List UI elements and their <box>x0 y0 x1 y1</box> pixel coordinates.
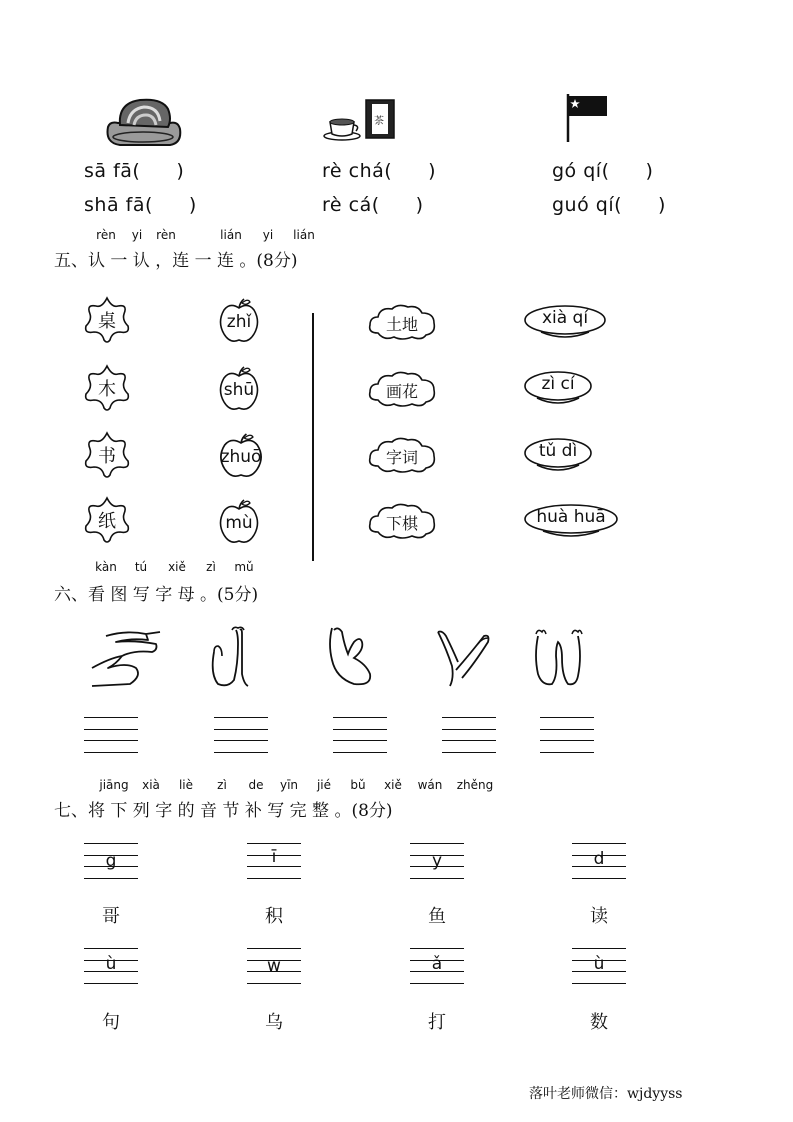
pinyin: lián <box>293 228 315 242</box>
star-card[interactable] <box>82 294 132 344</box>
choice-2-option-1 <box>322 160 436 182</box>
pinyin: tú <box>134 560 148 574</box>
character: 打 <box>428 1012 446 1033</box>
choice-2-option-2 <box>322 194 424 216</box>
given-letter: d <box>593 849 605 869</box>
q7-pinyin-row <box>0 778 793 794</box>
syllable-grid[interactable] <box>572 843 626 879</box>
choice-3-option-1 <box>552 160 653 182</box>
syllable-grid[interactable] <box>84 843 138 879</box>
syllable-grid[interactable] <box>84 948 138 984</box>
apple-card[interactable] <box>216 431 266 481</box>
pinyin: lián <box>220 228 242 242</box>
given-letter: g <box>105 851 117 871</box>
answer-grid[interactable] <box>540 717 594 753</box>
answer-grid[interactable] <box>214 717 268 753</box>
character: 句 <box>102 1012 120 1033</box>
option-text: rè chá( <box>322 160 393 182</box>
apple-card[interactable] <box>216 296 262 346</box>
cloud-card[interactable] <box>366 436 438 474</box>
pinyin: yīn <box>279 778 299 792</box>
character: 数 <box>590 1012 608 1033</box>
q5-title: 五、认 一 认 ，连 一 连 。(8分) <box>54 251 298 271</box>
tea-picture <box>322 96 404 148</box>
apple-card[interactable] <box>216 364 262 414</box>
q6-title: 六、看 图 写 字 母 。(5分) <box>54 585 259 605</box>
given-letter: ù <box>593 954 605 974</box>
given-letter: w <box>267 956 281 976</box>
pinyin: yi <box>262 228 274 242</box>
given-letter: ù <box>105 954 117 974</box>
plate-card[interactable] <box>523 302 607 342</box>
word: 字词 <box>385 448 418 467</box>
answer-grid[interactable] <box>442 717 496 753</box>
choice-1-option-1 <box>84 160 184 182</box>
pinyin: wán <box>417 778 443 792</box>
star-card[interactable] <box>82 494 132 544</box>
pinyin: xià qí <box>541 308 589 328</box>
given-letter: y <box>431 851 443 871</box>
option-text: shā fā( <box>84 194 153 216</box>
footer-watermark: 落叶老师微信：wjdyyss <box>529 1086 683 1102</box>
q7-title: 七、将 下 列 字 的 音 节 补 写 完 整 。(8分) <box>54 801 393 821</box>
pinyin: zhǐ <box>226 312 252 332</box>
hand-gesture-u-picture <box>208 624 252 690</box>
hand-gesture-m-picture <box>326 624 376 688</box>
q6-pinyin-row <box>0 560 793 576</box>
plate-card[interactable] <box>523 368 593 408</box>
character: 书 <box>98 446 116 467</box>
pinyin: kàn <box>95 560 117 574</box>
pinyin: shū <box>223 380 255 400</box>
option-text: gó qí( <box>552 160 610 182</box>
option-text: guó qí( <box>552 194 623 216</box>
cloud-card[interactable] <box>366 502 438 540</box>
given-letter: ī <box>271 847 277 867</box>
character: 乌 <box>265 1012 283 1033</box>
syllable-grid[interactable] <box>410 948 464 984</box>
q5-pinyin-row <box>0 228 793 244</box>
pinyin: zì <box>206 560 216 574</box>
plate-card[interactable] <box>523 501 619 541</box>
star-card[interactable] <box>82 429 132 479</box>
cloud-card[interactable] <box>366 370 438 408</box>
syllable-grid[interactable] <box>572 948 626 984</box>
answer-grid[interactable] <box>84 717 138 753</box>
word: 画花 <box>385 382 418 401</box>
hand-gesture-z-picture <box>86 628 166 690</box>
pinyin: zì <box>217 778 227 792</box>
cloud-card[interactable] <box>366 303 438 341</box>
pinyin: rèn <box>96 228 116 242</box>
pinyin: xiě <box>384 778 402 792</box>
pinyin: zhuō <box>220 447 262 467</box>
column-divider <box>312 313 314 561</box>
pinyin: mù <box>225 513 253 533</box>
character: 纸 <box>98 511 116 532</box>
pinyin: xià <box>142 778 160 792</box>
pinyin: xiě <box>168 560 186 574</box>
character: 读 <box>590 906 608 927</box>
svg-text:茶: 茶 <box>374 116 384 127</box>
pinyin: jiāng <box>99 778 129 792</box>
close-paren: ) <box>415 194 424 216</box>
close-paren: ) <box>645 160 654 182</box>
syllable-grid[interactable] <box>247 843 301 879</box>
pinyin: tǔ dì <box>538 441 578 461</box>
character: 积 <box>265 906 283 927</box>
pinyin: liè <box>178 778 194 792</box>
plate-card[interactable] <box>523 435 593 475</box>
choice-3-option-2 <box>552 194 666 216</box>
choice-1-option-2 <box>84 194 197 216</box>
word: 土地 <box>385 315 418 334</box>
hand-gesture-v-picture <box>436 628 492 690</box>
option-text: sā fā( <box>84 160 141 182</box>
pinyin: de <box>248 778 264 792</box>
character: 鱼 <box>428 906 446 927</box>
pinyin: huà huā <box>536 507 606 527</box>
close-paren: ) <box>176 160 185 182</box>
syllable-grid[interactable] <box>410 843 464 879</box>
option-text: rè cá( <box>322 194 380 216</box>
pinyin: zì cí <box>541 374 575 394</box>
pinyin: mǔ <box>234 560 254 574</box>
sofa-picture <box>100 95 186 150</box>
pinyin: rèn <box>156 228 176 242</box>
pinyin: jié <box>316 778 332 792</box>
character: 哥 <box>102 906 120 927</box>
flag-picture <box>563 90 615 145</box>
character: 桌 <box>98 311 116 332</box>
hand-gesture-w-picture <box>532 626 586 690</box>
star-card[interactable] <box>82 362 132 412</box>
pinyin: bǔ <box>350 778 366 792</box>
character: 木 <box>98 379 116 400</box>
close-paren: ) <box>428 160 437 182</box>
answer-grid[interactable] <box>333 717 387 753</box>
pinyin: yi <box>131 228 143 242</box>
word: 下棋 <box>385 514 418 533</box>
given-letter: ǎ <box>431 954 443 974</box>
close-paren: ) <box>658 194 666 216</box>
syllable-grid[interactable] <box>247 948 301 984</box>
close-paren: ) <box>188 194 197 216</box>
apple-card[interactable] <box>216 497 262 547</box>
pinyin: zhěng <box>456 778 494 792</box>
